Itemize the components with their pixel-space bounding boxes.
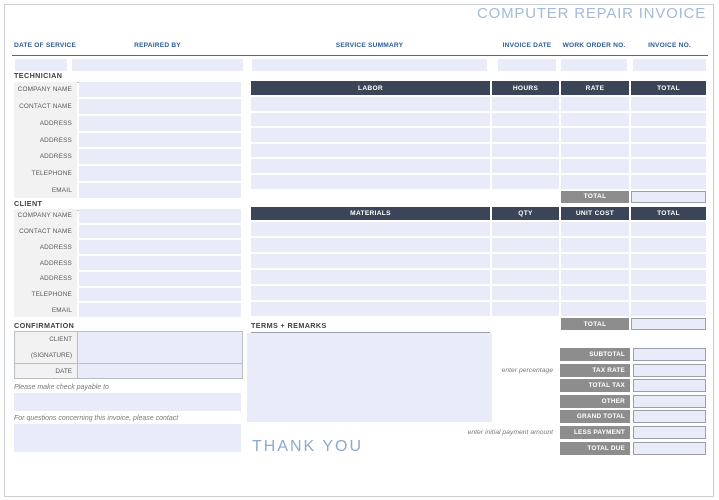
total-due-label: TOTAL DUE bbox=[560, 442, 630, 455]
check-payable-note: Please make check payable to bbox=[14, 384, 109, 391]
confirmation-signature-label: (SIGNATURE) bbox=[30, 351, 72, 359]
labor-desc-cell[interactable] bbox=[251, 113, 490, 127]
materials-total-label: TOTAL bbox=[561, 318, 629, 330]
section-title-confirmation: CONFIRMATION bbox=[14, 321, 241, 333]
subtotal-value-cell[interactable] bbox=[633, 348, 706, 361]
labor-total-cell[interactable] bbox=[631, 128, 706, 142]
section-title-client: CLIENT bbox=[14, 199, 241, 211]
invoice-date-input[interactable] bbox=[498, 59, 556, 71]
client-telephone-label: TELEPHONE bbox=[31, 290, 72, 298]
confirmation-input-column bbox=[78, 332, 242, 378]
materials-row bbox=[251, 302, 706, 316]
materials-qty-cell[interactable] bbox=[492, 270, 559, 284]
summary-row-subtotal bbox=[560, 348, 706, 361]
labor-desc-cell[interactable] bbox=[251, 159, 490, 173]
top-label-date-of-service: DATE OF SERVICE bbox=[14, 42, 77, 49]
materials-unit-cost-cell[interactable] bbox=[561, 302, 629, 316]
materials-unit-cost-cell[interactable] bbox=[561, 286, 629, 300]
materials-qty-cell[interactable] bbox=[492, 286, 559, 300]
labor-hours-cell[interactable] bbox=[492, 128, 559, 142]
tax-rate-value-cell[interactable] bbox=[633, 364, 706, 377]
client-block bbox=[14, 209, 241, 317]
invoice-title: COMPUTER REPAIR INVOICE bbox=[477, 5, 706, 22]
questions-contact-input[interactable] bbox=[14, 424, 241, 452]
labor-hours-cell[interactable] bbox=[492, 97, 559, 111]
confirmation-date-input[interactable] bbox=[78, 364, 242, 378]
materials-total-cell[interactable] bbox=[631, 286, 706, 300]
labor-rate-cell[interactable] bbox=[561, 175, 629, 189]
materials-desc-cell[interactable] bbox=[251, 286, 490, 300]
total-tax-label: TOTAL TAX bbox=[560, 379, 630, 392]
materials-unit-cost-cell[interactable] bbox=[561, 222, 629, 236]
labor-total-label: TOTAL bbox=[561, 191, 629, 204]
top-header-rule bbox=[12, 55, 708, 56]
labor-rate-cell[interactable] bbox=[561, 113, 629, 127]
materials-total-cell[interactable] bbox=[631, 238, 706, 252]
client-address1-input[interactable] bbox=[79, 240, 241, 254]
technician-address2-label: ADDRESS bbox=[39, 136, 72, 144]
materials-row bbox=[251, 286, 706, 300]
other-label: OTHER bbox=[560, 395, 630, 408]
labor-header-labor: LABOR bbox=[251, 81, 490, 95]
invoice-no-input[interactable] bbox=[633, 59, 706, 71]
technician-address1-label: ADDRESS bbox=[39, 119, 72, 127]
terms-remarks-input[interactable] bbox=[247, 333, 492, 422]
labor-total-spacer bbox=[492, 191, 559, 204]
labor-hours-cell[interactable] bbox=[492, 144, 559, 158]
materials-total-cell[interactable] bbox=[631, 270, 706, 284]
materials-header-total: TOTAL bbox=[631, 207, 706, 220]
materials-row bbox=[251, 222, 706, 236]
technician-email-label: EMAIL bbox=[51, 187, 72, 195]
labor-total-cell[interactable] bbox=[631, 113, 706, 127]
materials-table-body bbox=[251, 222, 706, 316]
labor-desc-cell[interactable] bbox=[251, 128, 490, 142]
labor-hours-cell[interactable] bbox=[492, 113, 559, 127]
total-due-value-cell[interactable] bbox=[633, 442, 706, 455]
technician-label-column bbox=[14, 82, 77, 198]
confirmation-signature-input[interactable] bbox=[78, 332, 242, 364]
technician-address3-input[interactable] bbox=[79, 149, 241, 164]
labor-hours-cell[interactable] bbox=[492, 175, 559, 189]
summary-row-grand-total bbox=[560, 410, 706, 423]
service-summary-input[interactable] bbox=[252, 59, 487, 71]
client-address3-label: ADDRESS bbox=[39, 275, 72, 283]
less-payment-label: LESS PAYMENT bbox=[560, 426, 630, 439]
confirmation-signature-labels bbox=[15, 332, 77, 364]
labor-row bbox=[251, 97, 706, 111]
labor-table bbox=[251, 81, 706, 203]
confirmation-client-label: CLIENT bbox=[49, 336, 72, 344]
summary-block bbox=[560, 348, 706, 455]
client-contact-name-label: CONTACT NAME bbox=[19, 228, 72, 236]
technician-company-name-label: COMPANY NAME bbox=[17, 85, 72, 93]
subtotal-label: SUBTOTAL bbox=[560, 348, 630, 361]
labor-header-total: TOTAL bbox=[631, 81, 706, 95]
enter-percentage-hint: enter percentage bbox=[501, 367, 553, 374]
materials-total-cell[interactable] bbox=[631, 302, 706, 316]
materials-unit-cost-cell[interactable] bbox=[561, 270, 629, 284]
materials-desc-cell[interactable] bbox=[251, 222, 490, 236]
materials-qty-cell[interactable] bbox=[492, 222, 559, 236]
summary-row-total-due bbox=[560, 442, 706, 455]
materials-qty-cell[interactable] bbox=[492, 238, 559, 252]
top-label-invoice-no: INVOICE NO. bbox=[648, 42, 691, 49]
materials-total-spacer bbox=[492, 318, 559, 330]
labor-rate-cell[interactable] bbox=[561, 159, 629, 173]
labor-header-hours: HOURS bbox=[492, 81, 559, 95]
technician-address3-label: ADDRESS bbox=[39, 153, 72, 161]
materials-grand-total-cell[interactable] bbox=[631, 318, 706, 330]
materials-unit-cost-cell[interactable] bbox=[561, 254, 629, 268]
summary-row-total-tax bbox=[560, 379, 706, 392]
client-address3-input[interactable] bbox=[79, 272, 241, 286]
labor-total-cell[interactable] bbox=[631, 175, 706, 189]
client-label-column bbox=[14, 209, 77, 317]
labor-total-cell[interactable] bbox=[631, 159, 706, 173]
labor-total-spacer bbox=[251, 191, 490, 204]
labor-table-body bbox=[251, 97, 706, 189]
section-title-terms-remarks: TERMS + REMARKS bbox=[251, 321, 490, 333]
materials-desc-cell[interactable] bbox=[251, 302, 490, 316]
client-address1-label: ADDRESS bbox=[39, 243, 72, 251]
technician-address1-input[interactable] bbox=[79, 116, 241, 131]
client-address2-label: ADDRESS bbox=[39, 259, 72, 267]
client-email-label: EMAIL bbox=[51, 306, 72, 314]
other-value-cell[interactable] bbox=[633, 395, 706, 408]
labor-total-row bbox=[251, 191, 706, 204]
labor-row bbox=[251, 128, 706, 142]
materials-header-unit-cost: UNIT COST bbox=[561, 207, 629, 220]
technician-input-column bbox=[79, 82, 241, 198]
labor-row bbox=[251, 175, 706, 189]
grand-total-value-cell[interactable] bbox=[633, 410, 706, 423]
materials-table bbox=[251, 207, 706, 330]
tax-rate-label: TAX RATE bbox=[560, 364, 630, 377]
summary-row-other bbox=[560, 395, 706, 408]
check-payable-input[interactable] bbox=[14, 393, 241, 411]
technician-telephone-label: TELEPHONE bbox=[31, 170, 72, 178]
technician-block bbox=[14, 82, 241, 198]
labor-row bbox=[251, 159, 706, 173]
section-title-technician: TECHNICIAN bbox=[14, 71, 241, 83]
labor-rate-cell[interactable] bbox=[561, 97, 629, 111]
labor-header-rate: RATE bbox=[561, 81, 629, 95]
questions-note: For questions concerning this invoice, please contact bbox=[14, 415, 179, 422]
materials-desc-cell[interactable] bbox=[251, 270, 490, 284]
materials-total-cell[interactable] bbox=[631, 222, 706, 236]
materials-row bbox=[251, 270, 706, 284]
labor-rate-cell[interactable] bbox=[561, 128, 629, 142]
client-company-name-input[interactable] bbox=[79, 209, 241, 223]
materials-row bbox=[251, 238, 706, 252]
summary-row-tax-rate bbox=[560, 364, 706, 377]
top-label-repaired-by: REPAIRED BY bbox=[134, 42, 181, 49]
grand-total-label: GRAND TOTAL bbox=[560, 410, 630, 423]
client-company-name-label: COMPANY NAME bbox=[17, 212, 72, 220]
total-tax-value-cell[interactable] bbox=[633, 379, 706, 392]
labor-desc-cell[interactable] bbox=[251, 175, 490, 189]
labor-total-cell[interactable] bbox=[631, 144, 706, 158]
less-payment-value-cell[interactable] bbox=[633, 426, 706, 439]
materials-header-materials: MATERIALS bbox=[251, 207, 490, 220]
top-label-invoice-date: INVOICE DATE bbox=[502, 42, 552, 49]
thank-you-text: THANK YOU bbox=[252, 438, 364, 455]
materials-table-header bbox=[251, 207, 706, 220]
materials-header-qty: QTY bbox=[492, 207, 559, 220]
materials-row bbox=[251, 254, 706, 268]
materials-desc-cell[interactable] bbox=[251, 238, 490, 252]
labor-desc-cell[interactable] bbox=[251, 97, 490, 111]
labor-hours-cell[interactable] bbox=[492, 159, 559, 173]
labor-row bbox=[251, 113, 706, 127]
confirmation-label-column bbox=[15, 332, 78, 378]
technician-contact-name-input[interactable] bbox=[79, 99, 241, 114]
client-address2-input[interactable] bbox=[79, 256, 241, 270]
technician-contact-name-label: CONTACT NAME bbox=[19, 102, 72, 110]
labor-table-header bbox=[251, 81, 706, 95]
materials-qty-cell[interactable] bbox=[492, 302, 559, 316]
materials-desc-cell[interactable] bbox=[251, 254, 490, 268]
enter-initial-payment-hint: enter initial payment amount bbox=[467, 429, 553, 436]
client-input-column bbox=[79, 209, 241, 317]
labor-rate-cell[interactable] bbox=[561, 144, 629, 158]
labor-grand-total-cell[interactable] bbox=[631, 191, 706, 204]
materials-qty-cell[interactable] bbox=[492, 254, 559, 268]
client-contact-name-input[interactable] bbox=[79, 225, 241, 239]
materials-total-cell[interactable] bbox=[631, 254, 706, 268]
technician-email-input[interactable] bbox=[79, 183, 241, 198]
labor-total-cell[interactable] bbox=[631, 97, 706, 111]
date-of-service-input[interactable] bbox=[15, 59, 67, 71]
labor-desc-cell[interactable] bbox=[251, 144, 490, 158]
top-label-service-summary: SERVICE SUMMARY bbox=[335, 42, 404, 49]
labor-row bbox=[251, 144, 706, 158]
technician-address2-input[interactable] bbox=[79, 133, 241, 148]
client-email-input[interactable] bbox=[79, 303, 241, 317]
summary-row-less-payment bbox=[560, 426, 706, 439]
work-order-no-input[interactable] bbox=[561, 59, 627, 71]
technician-company-name-input[interactable] bbox=[79, 82, 241, 97]
materials-unit-cost-cell[interactable] bbox=[561, 238, 629, 252]
confirmation-date-label: DATE bbox=[55, 367, 72, 375]
repaired-by-input[interactable] bbox=[72, 59, 243, 71]
client-telephone-input[interactable] bbox=[79, 288, 241, 302]
technician-telephone-input[interactable] bbox=[79, 166, 241, 181]
confirmation-block bbox=[14, 331, 243, 379]
top-label-work-order-no: WORK ORDER NO. bbox=[562, 42, 626, 49]
